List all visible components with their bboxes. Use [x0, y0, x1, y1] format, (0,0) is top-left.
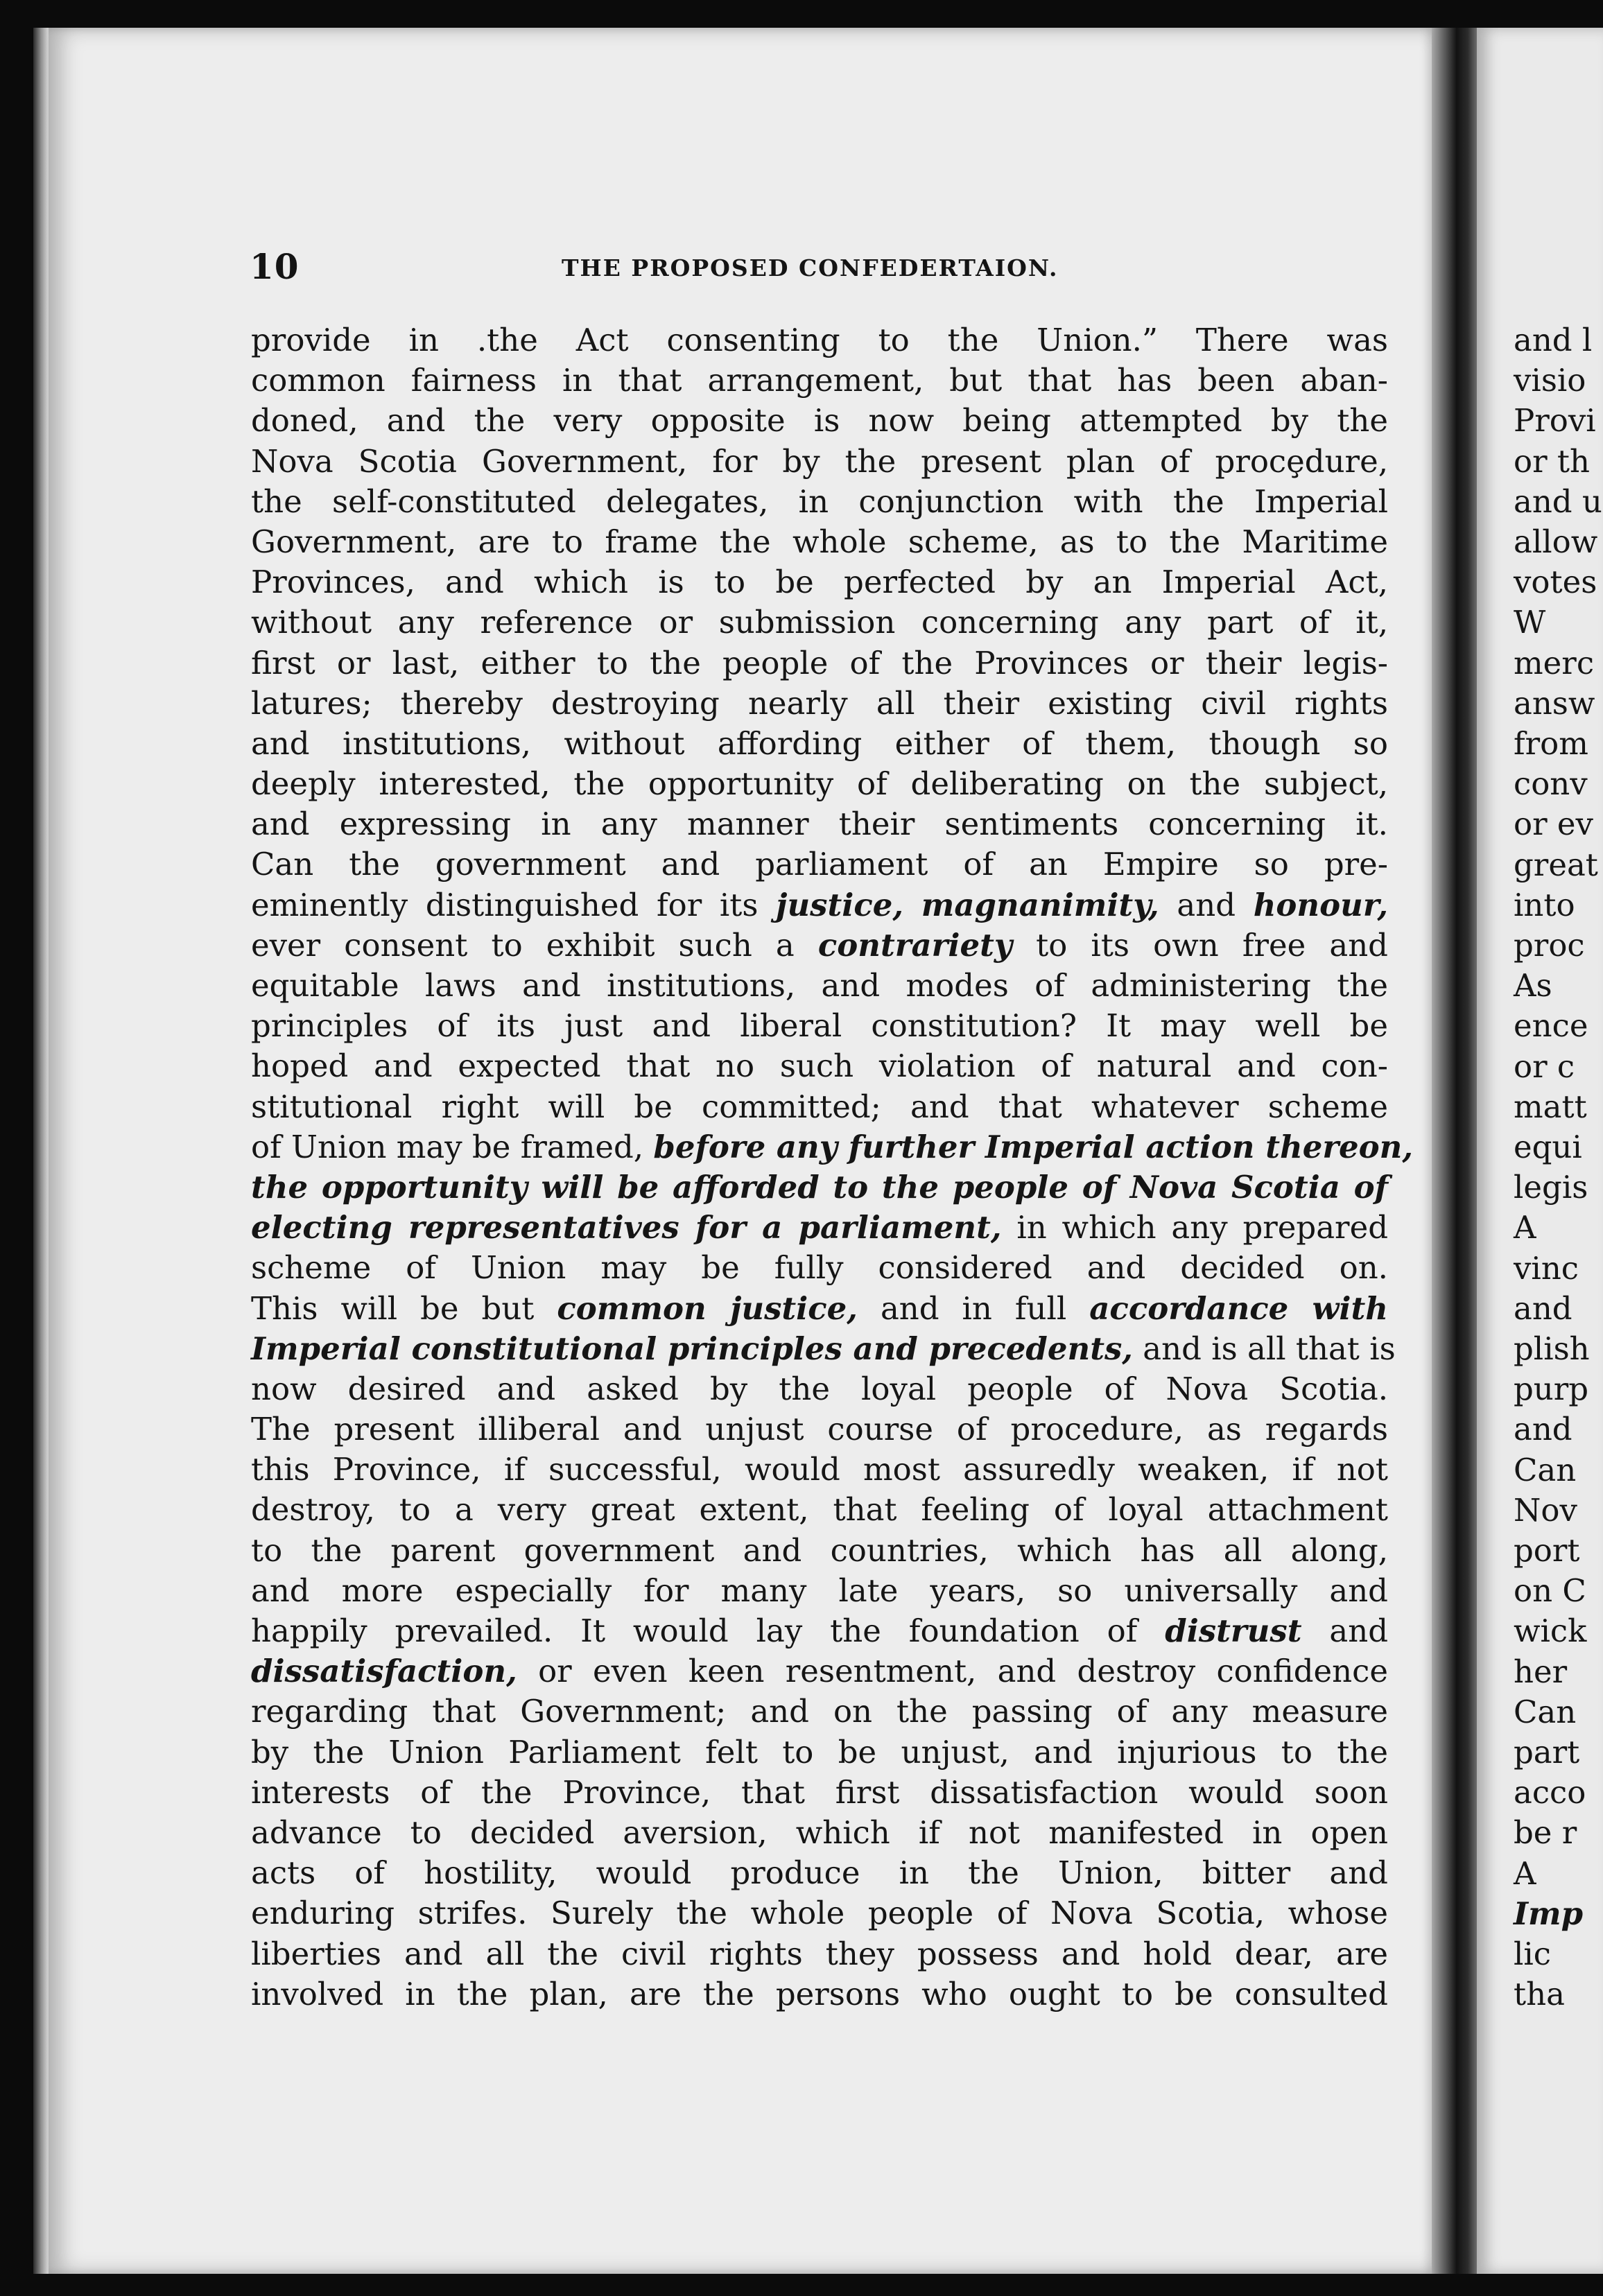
- text-line: [251, 1046, 1388, 1086]
- facing-page-fragment: Imp: [1514, 1895, 1584, 1932]
- text-line: [251, 1329, 1396, 1369]
- text-run: principles of its just and liberal constitution? It may well be: [251, 1007, 1388, 1045]
- facing-page-fragment: wick: [1514, 1612, 1587, 1650]
- text-line: [251, 966, 1388, 1006]
- facing-page-fragment: or th: [1514, 442, 1590, 480]
- facing-page-fragment: Provi: [1514, 402, 1596, 440]
- text-run: equitable laws and institutions, and modes of administering the: [251, 967, 1388, 1004]
- facing-page-fragment: vinc: [1514, 1249, 1579, 1287]
- text-run: common fairness in that arrangement, but that has been aban-: [251, 362, 1388, 399]
- facing-page-fragment: visio: [1514, 362, 1586, 399]
- text-line: [251, 1691, 1388, 1732]
- text-line: [251, 925, 1388, 966]
- facing-page-fragment: or c: [1514, 1047, 1575, 1085]
- facing-page-fragment: As: [1514, 967, 1552, 1004]
- italic-run: honour,: [1253, 886, 1388, 923]
- page-number: 10: [250, 246, 300, 287]
- text-run: [903, 887, 921, 923]
- text-run: and: [1301, 1612, 1389, 1649]
- text-line: [251, 442, 1388, 482]
- italic-run: Imperial constitutional principles and precedents,: [251, 1330, 1133, 1367]
- text-line: [251, 482, 1388, 522]
- italic-run: distrust: [1165, 1612, 1302, 1649]
- text-line: [251, 1127, 1414, 1167]
- facing-page-fragment: and u: [1514, 482, 1602, 520]
- text-line: [251, 764, 1388, 804]
- facing-page-fragment: merc: [1514, 644, 1595, 681]
- text-line: [251, 643, 1388, 684]
- text-line: [251, 320, 1388, 360]
- text-line: [251, 1369, 1388, 1409]
- italic-run: contrariety: [817, 926, 1013, 964]
- text-run: Can the government and parliament of an Empire so pre-: [251, 846, 1388, 883]
- text-line: [251, 1490, 1388, 1530]
- text-run: now desired and asked by the loyal people of Nova Scotia.: [251, 1370, 1388, 1407]
- text-run: interests of the Province, that first dissatisfaction would soon: [251, 1773, 1388, 1811]
- text-run: acts of hostility, would produce in the Union, bitter and: [251, 1854, 1388, 1892]
- facing-page-fragment: port: [1514, 1532, 1580, 1569]
- text-run: the self-constituted delegates, in conjunction with the Imperial: [251, 482, 1388, 520]
- text-run: and more especially for many late years, so universally and: [251, 1572, 1388, 1609]
- text-line: [251, 1651, 1388, 1691]
- facing-page-fragment: on C: [1514, 1572, 1586, 1610]
- italic-run: dissatisfaction,: [251, 1653, 517, 1690]
- text-run: happily prevailed. It would lay the foundation of: [251, 1612, 1166, 1649]
- text-run: This will be but: [251, 1289, 557, 1327]
- text-run: and is all that is: [1132, 1330, 1396, 1367]
- text-line: [251, 1893, 1388, 1933]
- text-line: [251, 1732, 1388, 1773]
- text-run: and in full: [857, 1289, 1090, 1327]
- facing-page-fragment: acco: [1514, 1774, 1586, 1811]
- text-run: advance to decided aversion, which if not manifested in open: [251, 1814, 1388, 1851]
- text-run: stitutional right will be committed; and that whatever scheme: [251, 1088, 1388, 1125]
- text-run: and expressing in any manner their sentiments concerning it.: [251, 806, 1388, 843]
- text-run: enduring strifes. Surely the whole people of Nova Scotia, whose: [251, 1895, 1388, 1932]
- facing-page-fragment: plish: [1514, 1330, 1590, 1367]
- facing-page-fragment: and: [1514, 1411, 1572, 1448]
- facing-page-fragment: Can: [1514, 1451, 1577, 1488]
- text-run: without any reference or submission concerning any part of it,: [251, 604, 1388, 641]
- italic-run: justice,: [776, 886, 904, 923]
- text-run: Government, are to frame the whole scheme, as to the Maritime: [251, 523, 1388, 560]
- facing-page-fragment: tha: [1514, 1976, 1565, 2013]
- text-run: and: [1159, 886, 1254, 923]
- text-run: to the parent government and countries, which has all along,: [251, 1531, 1388, 1569]
- text-line: [251, 1289, 1388, 1329]
- text-run: scheme of Union may be fully considered and decided on.: [251, 1249, 1388, 1287]
- facing-page-fragment: lic: [1514, 1936, 1551, 1972]
- text-run: in which any prepared: [1001, 1209, 1389, 1246]
- text-line: [251, 1006, 1388, 1046]
- text-line: [251, 885, 1388, 925]
- text-line: [251, 401, 1388, 441]
- body-text: [251, 320, 1414, 2015]
- text-run: and institutions, without affording either of them, though so: [251, 724, 1388, 762]
- text-line: [251, 602, 1388, 643]
- facing-page-fragment: A: [1514, 1854, 1536, 1892]
- facing-page-fragment: allow: [1514, 523, 1598, 560]
- facing-page-fragment: be r: [1514, 1814, 1577, 1852]
- text-line: [251, 1450, 1388, 1490]
- text-line: [251, 1531, 1388, 1571]
- facing-page-fragment: purp: [1514, 1371, 1589, 1408]
- facing-page-fragment: and l: [1514, 322, 1593, 358]
- facing-page-fragment: conv: [1514, 765, 1588, 803]
- text-run: involved in the plan, are the persons who ought to be consulted: [251, 1975, 1388, 2012]
- italic-run: the opportunity will be afforded to the people of Nova Scotia of: [251, 1168, 1388, 1206]
- running-head: [194, 246, 1387, 288]
- text-line: [251, 1934, 1388, 1974]
- facing-page-fragment: from: [1514, 725, 1588, 762]
- italic-run: magnanimity,: [921, 886, 1159, 923]
- text-line: [251, 562, 1388, 602]
- text-run: or even keen resentment, and destroy confidence: [517, 1653, 1388, 1690]
- text-run: doned, and the very opposite is now being attempted by the: [251, 402, 1388, 440]
- facing-page-fragment: her: [1514, 1653, 1568, 1690]
- text-run: Provinces, and which is to be perfected by an Imperial Act,: [251, 564, 1388, 601]
- text-run: to its own free and: [1012, 926, 1388, 964]
- text-run: The present illiberal and unjust course of procedure, as regards: [251, 1411, 1388, 1448]
- text-run: latures; thereby destroying nearly all their existing civil rights: [251, 684, 1388, 722]
- text-line: [251, 724, 1388, 764]
- running-title: THE PROPOSED CONFEDERTAION.: [562, 254, 1059, 281]
- book-gutter: [1432, 28, 1477, 2274]
- text-line: [251, 844, 1388, 885]
- italic-run: electing representatives for a parliament,: [251, 1209, 1002, 1246]
- text-line: [251, 1208, 1388, 1248]
- text-line: [251, 1087, 1388, 1127]
- text-line: [251, 1813, 1388, 1853]
- text-line: [251, 1248, 1388, 1288]
- text-run: first or last, either to the people of the Provinces or their legis-: [251, 644, 1388, 681]
- text-run: by the Union Parliament felt to be unjust, and injurious to the: [251, 1733, 1388, 1771]
- facing-page-fragment: part: [1514, 1734, 1580, 1771]
- text-line: [251, 1773, 1388, 1813]
- text-run: Nova Scotia Government, for by the present plan of procȩdure,: [251, 442, 1388, 480]
- text-line: [251, 1853, 1388, 1893]
- text-line: [251, 522, 1388, 562]
- text-run: provide in .the Act consenting to the Union.” There was: [251, 322, 1388, 358]
- facing-page-fragment: great: [1514, 846, 1598, 883]
- text-line: [251, 1611, 1388, 1651]
- facing-page-fragment: proc: [1514, 927, 1585, 964]
- facing-page-fragment: W: [1514, 604, 1546, 641]
- facing-page-fragment: ence: [1514, 1007, 1588, 1045]
- text-run: hoped and expected that no such violation of natural and con-: [251, 1047, 1388, 1085]
- facing-page-fragment: answ: [1514, 684, 1595, 722]
- text-line: [251, 684, 1388, 724]
- text-line: [251, 1571, 1388, 1611]
- text-run: of Union may be framed,: [251, 1128, 654, 1165]
- facing-page-fragment: votes: [1514, 564, 1597, 601]
- text-line: [251, 1409, 1388, 1450]
- text-line: [251, 804, 1388, 844]
- facing-page-fragment: Can: [1514, 1693, 1577, 1730]
- text-run: ever consent to exhibit such a: [251, 926, 818, 964]
- text-run: this Province, if successful, would most assuredly weaken, if not: [251, 1451, 1388, 1488]
- italic-run: accordance with: [1089, 1289, 1388, 1327]
- text-line: [251, 1167, 1388, 1208]
- facing-page-fragment: equi: [1514, 1129, 1582, 1165]
- facing-page-fragment: matt: [1514, 1088, 1587, 1125]
- text-line: [251, 360, 1388, 401]
- text-run: destroy, to a very great extent, that feeling of loyal attachment: [251, 1491, 1388, 1529]
- text-run: liberties and all the civil rights they possess and hold dear, are: [251, 1935, 1388, 1972]
- italic-run: common justice,: [557, 1289, 858, 1327]
- facing-page-fragment: A: [1514, 1209, 1536, 1246]
- facing-page-fragment: Nov: [1514, 1491, 1577, 1529]
- facing-page-fragment: or ev: [1514, 806, 1593, 843]
- facing-page-fragment: and: [1514, 1289, 1572, 1327]
- text-run: eminently distinguished for its: [251, 886, 777, 923]
- italic-run: before any further Imperial action thereon,: [653, 1128, 1414, 1165]
- facing-page-fragment: into: [1514, 886, 1575, 923]
- text-run: regarding that Government; and on the passing of any measure: [251, 1693, 1388, 1730]
- facing-page-fragment: legis: [1514, 1169, 1588, 1206]
- text-line: [251, 1974, 1388, 2015]
- text-run: deeply interested, the opportunity of deliberating on the subject,: [251, 765, 1388, 803]
